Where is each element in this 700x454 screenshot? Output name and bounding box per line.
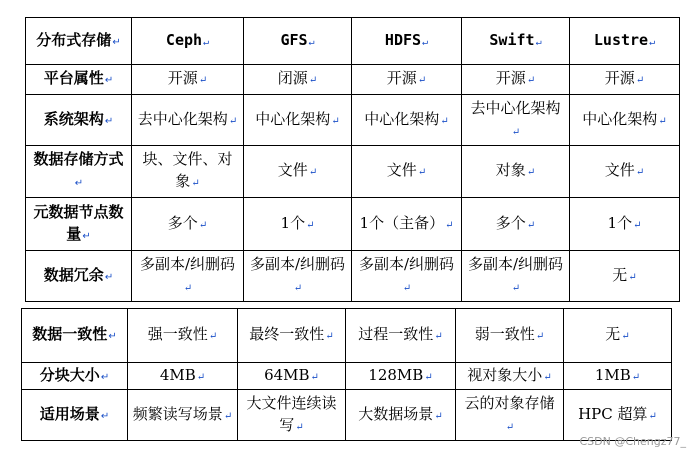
table-cell: 多副本/纠删码↵ <box>352 251 462 302</box>
table-cell: 文件↵ <box>570 146 680 198</box>
table-cell: 中心化架构↵ <box>352 95 462 146</box>
header-cell-swift: Swift↵ <box>462 18 570 65</box>
table-header-row <box>26 18 680 65</box>
table-cell: 多副本/纠删码↵ <box>132 251 244 302</box>
header-cell-hdfs: HDFS↵ <box>352 18 462 65</box>
table-cell: 大数据场景↵ <box>346 390 456 441</box>
table-cell: 无↵ <box>570 251 680 302</box>
table-cell: 频繁读写场景↵ <box>128 390 238 441</box>
comparison-table-top <box>25 17 680 302</box>
table-cell: 去中心化架构↵ <box>132 95 244 146</box>
table-cell: 开源↵ <box>462 65 570 95</box>
table-cell: 多副本/纠删码↵ <box>462 251 570 302</box>
table-cell: 中心化架构↵ <box>244 95 352 146</box>
table-cell: 文件↵ <box>244 146 352 198</box>
table-cell: 去中心化架构↵ <box>462 95 570 146</box>
table-cell: 1个↵ <box>244 198 352 251</box>
table-row <box>26 95 680 146</box>
row-label: 元数据节点数量↵ <box>26 198 132 251</box>
table-cell: 文件↵ <box>352 146 462 198</box>
row-label: 系统架构↵ <box>26 95 132 146</box>
table-cell: 对象↵ <box>462 146 570 198</box>
table-cell: 1个（主备）↵ <box>352 198 462 251</box>
table-cell: 开源↵ <box>570 65 680 95</box>
row-label: 数据存储方式↵ <box>26 146 132 198</box>
header-cell-gfs: GFS↵ <box>244 18 352 65</box>
table-cell: 视对象大小↵ <box>456 363 564 390</box>
table-row <box>22 390 672 441</box>
comparison-table-bottom <box>21 308 672 441</box>
table-cell: 开源↵ <box>352 65 462 95</box>
table-cell: 64MB↵ <box>238 363 346 390</box>
table-cell: 块、文件、对象↵ <box>132 146 244 198</box>
table-cell: 最终一致性↵ <box>238 309 346 363</box>
header-cell-lustre: Lustre↵ <box>570 18 680 65</box>
table-row <box>22 309 672 363</box>
row-label: 数据一致性↵ <box>22 309 128 363</box>
table-row <box>22 363 672 390</box>
table-row <box>26 65 680 95</box>
table-cell: 弱一致性↵ <box>456 309 564 363</box>
table-cell: 1MB↵ <box>564 363 672 390</box>
table-cell: 云的对象存储↵ <box>456 390 564 441</box>
table-cell: 多副本/纠删码↵ <box>244 251 352 302</box>
table-row <box>26 251 680 302</box>
table-cell: 过程一致性↵ <box>346 309 456 363</box>
table-cell: 中心化架构↵ <box>570 95 680 146</box>
header-cell-ceph: Ceph↵ <box>132 18 244 65</box>
table-cell: 闭源↵ <box>244 65 352 95</box>
watermark: CSDN @Chengz77_ <box>579 435 686 448</box>
table-row <box>26 198 680 251</box>
table-cell: 开源↵ <box>132 65 244 95</box>
table-cell: 多个↵ <box>132 198 244 251</box>
table-cell: 无↵ <box>564 309 672 363</box>
table-cell: 1个↵ <box>570 198 680 251</box>
table-row <box>26 146 680 198</box>
row-label: 分块大小↵ <box>22 363 128 390</box>
table-cell: 强一致性↵ <box>128 309 238 363</box>
table-cell: 4MB↵ <box>128 363 238 390</box>
table-cell: 多个↵ <box>462 198 570 251</box>
row-label: 数据冗余↵ <box>26 251 132 302</box>
table-cell: 128MB↵ <box>346 363 456 390</box>
row-label: 适用场景↵ <box>22 390 128 441</box>
table-cell: HPC 超算↵ <box>564 390 672 441</box>
header-cell-category: 分布式存储↵ <box>26 18 132 65</box>
table-cell: 大文件连续读写↵ <box>238 390 346 441</box>
row-label: 平台属性↵ <box>26 65 132 95</box>
